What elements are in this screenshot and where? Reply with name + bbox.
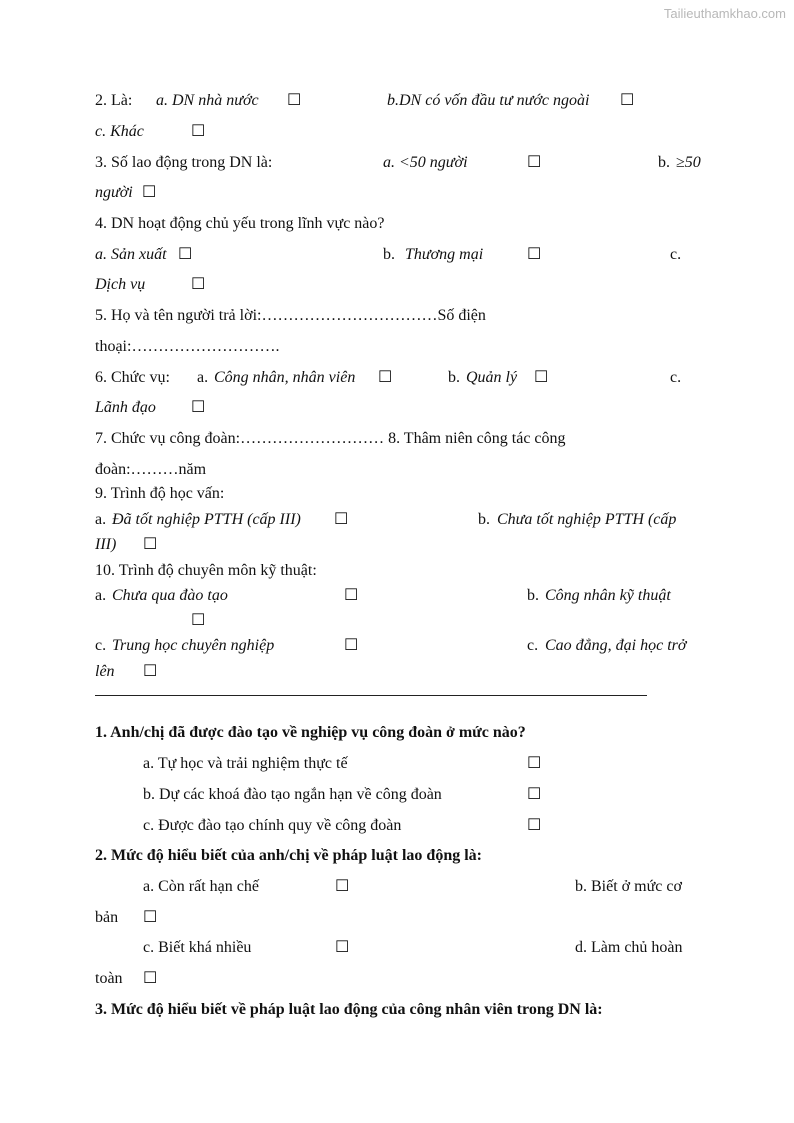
q10-checkbox-b[interactable]: ☐ — [191, 612, 206, 629]
q9-option-b-prefix: b. — [478, 511, 490, 528]
q10-option-a: Chưa qua đào tạo — [112, 587, 228, 604]
q6-checkbox-b[interactable]: ☐ — [534, 369, 549, 386]
q6-checkbox-a[interactable]: ☐ — [378, 369, 393, 386]
s2-option-b: b. Biết ở mức cơ — [575, 878, 682, 895]
q6-option-a-prefix: a. — [197, 369, 209, 386]
s1-option-b: b. Dự các khoá đào tạo ngắn hạn về công đoàn — [143, 786, 442, 803]
q6-option-b-prefix: b. — [448, 369, 460, 386]
s1-option-c: c. Được đào tạo chính quy về công đoàn — [143, 817, 402, 834]
s1-title: 1. Anh/chị đã được đào tạo về nghiệp vụ công đoàn ở mức nào? — [95, 724, 526, 741]
q2-option-a: a. DN nhà nước — [156, 92, 259, 109]
s2-checkbox-c[interactable]: ☐ — [335, 939, 350, 956]
q4-label: 4. DN hoạt động chủ yếu trong lĩnh vực nào? — [95, 215, 385, 232]
q4-checkbox-b[interactable]: ☐ — [527, 246, 542, 263]
q6-option-b: Quản lý — [466, 369, 518, 386]
q10-option-d-prefix: c. — [527, 637, 539, 654]
q6-option-a: Công nhân, nhân viên — [214, 369, 356, 386]
q10-option-c: Trung học chuyên nghiệp — [112, 637, 275, 654]
q6-option-c: Lãnh đạo — [95, 399, 156, 416]
q3-option-b-cont: người — [95, 184, 133, 201]
q4-checkbox-a[interactable]: ☐ — [178, 246, 193, 263]
section-divider — [95, 695, 647, 696]
q10-checkbox-c[interactable]: ☐ — [344, 637, 359, 654]
q9-option-a: Đã tốt nghiệp PTTH (cấp III) — [112, 511, 301, 528]
q10-option-c-prefix: c. — [95, 637, 107, 654]
q10-option-b: Công nhân kỹ thuật — [545, 587, 671, 604]
watermark: Tailieuthamkhao.com — [663, 6, 786, 21]
q10-checkbox-d[interactable]: ☐ — [143, 663, 158, 680]
q9-option-b-cont: III) — [95, 536, 117, 553]
s3-title: 3. Mức độ hiểu biết về pháp luật lao động của công nhân viên trong DN là: — [95, 1001, 603, 1018]
s2-title: 2. Mức độ hiểu biết của anh/chị về pháp luật lao động là: — [95, 847, 482, 864]
q7-label: 7. Chức vụ công đoàn:……………………… 8. Thâm niên công tác công — [95, 430, 566, 447]
q5-label: 5. Họ và tên người trả lời:……………………………Số điện — [95, 307, 486, 324]
q3-option-b-prefix: b. — [658, 154, 670, 171]
q4-checkbox-c[interactable]: ☐ — [191, 276, 206, 293]
q9-label: 9. Trình độ học vấn: — [95, 485, 225, 502]
s2-option-c: c. Biết khá nhiều — [143, 939, 252, 956]
q10-checkbox-a[interactable]: ☐ — [344, 587, 359, 604]
q2-option-c: c. Khác — [95, 123, 144, 140]
q2-checkbox-c[interactable]: ☐ — [191, 123, 206, 140]
q4-option-a: a. Sản xuất — [95, 246, 167, 263]
q4-option-c-prefix: c. — [670, 246, 682, 263]
s1-checkbox-c[interactable]: ☐ — [527, 817, 542, 834]
q9-option-a-prefix: a. — [95, 511, 107, 528]
s1-checkbox-b[interactable]: ☐ — [527, 786, 542, 803]
q6-checkbox-c[interactable]: ☐ — [191, 399, 206, 416]
s2-option-b-cont: bản — [95, 909, 119, 926]
s2-option-d-cont: toàn — [95, 970, 123, 987]
s2-option-a: a. Còn rất hạn chế — [143, 878, 259, 895]
q6-option-c-prefix: c. — [670, 369, 682, 386]
q6-label: 6. Chức vụ: — [95, 369, 170, 386]
q10-option-d: Cao đẳng, đại học trở — [545, 637, 687, 654]
s2-checkbox-b[interactable]: ☐ — [143, 909, 158, 926]
q10-label: 10. Trình độ chuyên môn kỹ thuật: — [95, 562, 317, 579]
q4-option-b-prefix: b. — [383, 246, 395, 263]
s2-checkbox-d[interactable]: ☐ — [143, 970, 158, 987]
q2-label: 2. Là: — [95, 92, 133, 109]
q10-option-a-prefix: a. — [95, 587, 107, 604]
q4-option-b: Thương mại — [405, 246, 484, 263]
q3-checkbox-a[interactable]: ☐ — [527, 154, 542, 171]
q10-option-d-cont: lên — [95, 663, 115, 680]
q2-checkbox-b[interactable]: ☐ — [620, 92, 635, 109]
s2-option-d: d. Làm chủ hoàn — [575, 939, 683, 956]
q9-checkbox-a[interactable]: ☐ — [334, 511, 349, 528]
q9-checkbox-b[interactable]: ☐ — [143, 536, 158, 553]
q3-option-a: a. <50 người — [383, 154, 468, 171]
q9-option-b: Chưa tốt nghiệp PTTH (cấp — [497, 511, 677, 528]
q3-option-b: ≥50 — [676, 154, 701, 171]
q10-option-b-prefix: b. — [527, 587, 539, 604]
s1-checkbox-a[interactable]: ☐ — [527, 755, 542, 772]
s2-checkbox-a[interactable]: ☐ — [335, 878, 350, 895]
s1-option-a: a. Tự học và trải nghiệm thực tế — [143, 755, 348, 772]
q3-label: 3. Số lao động trong DN là: — [95, 154, 273, 171]
q3-checkbox-b[interactable]: ☐ — [142, 184, 157, 201]
q2-checkbox-a[interactable]: ☐ — [287, 92, 302, 109]
q8-seniority: đoàn:………năm — [95, 461, 207, 478]
q4-option-c: Dịch vụ — [95, 276, 146, 293]
q5-phone: thoại:………………………. — [95, 338, 280, 355]
q2-option-b: b.DN có vốn đầu tư nước ngoài — [387, 92, 590, 109]
